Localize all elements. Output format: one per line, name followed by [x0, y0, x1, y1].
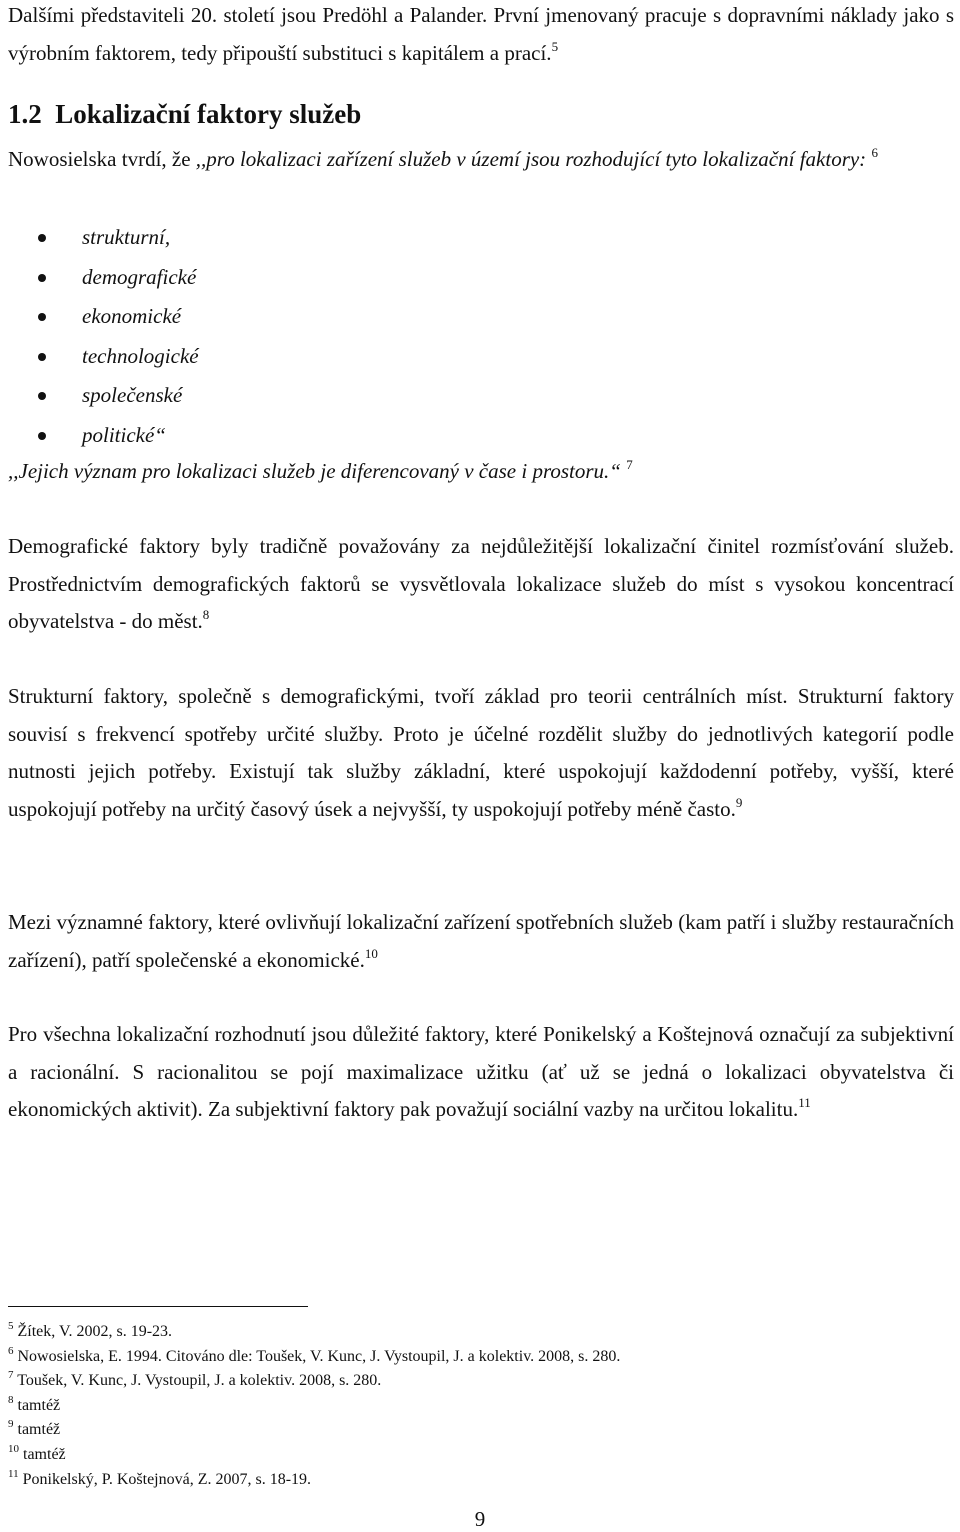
- list-item: [8, 376, 954, 416]
- bullet-icon: [38, 313, 46, 321]
- list-item: [8, 258, 954, 298]
- quote-intro: [8, 141, 954, 179]
- footnote: [8, 1418, 954, 1443]
- section-title: Lokalizační faktory služeb: [55, 99, 362, 129]
- paragraph-text: Pro všechna lokalizační rozhodnutí jsou důležité faktory, které Ponikelský a Koštejnová označují za subjektivní a racionální. S racionalitou se pojí maximalizace užitku (ať už se jedná o lokalizaci obyvatelstva či ekonomických aktivit). Za subjektivní faktory pak považují sociální vazby na určitou lokalitu.: [8, 1022, 954, 1121]
- footnote: [8, 1443, 954, 1468]
- bullet-icon: [38, 274, 46, 282]
- footnote-text: tamtéž: [23, 1445, 66, 1463]
- bullet-icon: [38, 432, 46, 440]
- footnote-number: 9: [8, 1418, 14, 1431]
- intro-text: Dalšími představiteli 20. století jsou Predöhl a Palander. První jmenovaný pracuje s dopravními náklady jako s výrobním faktorem, tedy připouští substituci s kapitálem a prací.: [8, 3, 954, 65]
- footnote-text: Toušek, V. Kunc, J. Vystoupil, J. a kolektiv. 2008, s. 280.: [17, 1372, 382, 1390]
- footnote-number: 8: [8, 1393, 14, 1406]
- list-item-label: společenské: [82, 383, 183, 407]
- list-item: [8, 337, 954, 377]
- footnote-number: 10: [8, 1442, 19, 1455]
- list-item-label: politické“: [82, 422, 166, 447]
- list-item: [8, 297, 954, 337]
- footnote-text: Žítek, V. 2002, s. 19-23.: [17, 1323, 173, 1340]
- intro-paragraph: [8, 0, 954, 72]
- footnote-separator: [8, 1306, 308, 1307]
- body-paragraph: [8, 1016, 954, 1129]
- bullet-icon: [38, 353, 46, 361]
- bullet-icon: [38, 392, 46, 400]
- footnote-number: 6: [8, 1344, 14, 1357]
- body-paragraph: [8, 678, 954, 828]
- footnote-text: tamtéž: [17, 1421, 61, 1439]
- quote-closing-text: ,,Jejich význam pro lokalizaci služeb je diferencovaný v čase i prostoru.“: [8, 459, 621, 483]
- footnote-ref-10: 10: [364, 945, 378, 961]
- list-item-label: strukturní,: [82, 225, 171, 249]
- paragraph-text: Strukturní faktory, společně s demografickými, tvoří základ pro teorii centrálních míst. Strukturní faktory souvisí s frekvencí spotřeby určité služby. Proto je účelné rozdělit služby do jednotlivých kategorií podle nutnosti jejich potřeby. Existují tak služby základní, které uspokojují každodenní potřeby, vyšší, které uspokojují potřeby na určitý časový úsek a nejvyšší, ty uspokojují potřeby méně často.: [8, 684, 954, 821]
- footnote-ref-9: 9: [735, 794, 743, 810]
- list-item-label: demografické: [82, 264, 197, 289]
- footnote-number: 11: [8, 1467, 19, 1480]
- quote-italic-text: pro lokalizaci zařízení služeb v území jsou rozhodující tyto lokalizační faktory:: [206, 147, 867, 171]
- bullet-icon: [38, 234, 46, 242]
- body-paragraph: [8, 528, 954, 641]
- footnote-text: Nowosielska, E. 1994. Citováno dle: Toušek, V. Kunc, J. Vystoupil, J. a kolektiv. 2008, s. 280.: [17, 1347, 621, 1365]
- factor-list: [8, 218, 954, 455]
- footnote-ref-11: 11: [798, 1095, 811, 1110]
- quote-open-mark: ,,: [195, 147, 207, 171]
- section-number: 1.2: [8, 99, 42, 129]
- body-paragraph: [8, 904, 954, 979]
- footnote: [8, 1468, 954, 1493]
- footnote: [8, 1320, 954, 1345]
- list-item: [8, 218, 954, 258]
- paragraph-text: Demografické faktory byly tradičně považovány za nejdůležitější lokalizační činitel rozmísťování služeb. Prostřednictvím demografických faktorů se vysvětlovala lokalizace služeb do míst s vysokou koncentrací obyvatelstva - do měst.: [8, 534, 954, 633]
- footnote-text: Ponikelský, P. Koštejnová, Z. 2007, s. 18-19.: [22, 1470, 312, 1488]
- footnote-ref-8: 8: [202, 607, 210, 622]
- footnotes: [8, 1320, 954, 1492]
- footnote-number: 7: [8, 1369, 14, 1382]
- footnote-ref-5: 5: [551, 38, 559, 54]
- footnote: [8, 1345, 954, 1370]
- quote-closing: [8, 453, 954, 491]
- quote-lead: Nowosielska tvrdí, že: [8, 147, 196, 171]
- footnote-ref-7: 7: [626, 457, 633, 472]
- footnote-number: 5: [8, 1320, 14, 1332]
- footnote-text: tamtéž: [17, 1396, 61, 1414]
- page-number: 9: [474, 1507, 486, 1531]
- footnote: [8, 1394, 954, 1419]
- paragraph-text: Mezi významné faktory, které ovlivňují lokalizační zařízení spotřebních služeb (kam patří i služby restauračních zařízení), patří společenské a ekonomické.: [8, 910, 954, 972]
- footnote: [8, 1369, 954, 1394]
- list-item-label: technologické: [82, 343, 199, 368]
- section-heading: [8, 97, 361, 131]
- footnote-ref-6: 6: [871, 145, 878, 160]
- list-item: [8, 416, 954, 456]
- list-item-label: ekonomické: [82, 304, 182, 328]
